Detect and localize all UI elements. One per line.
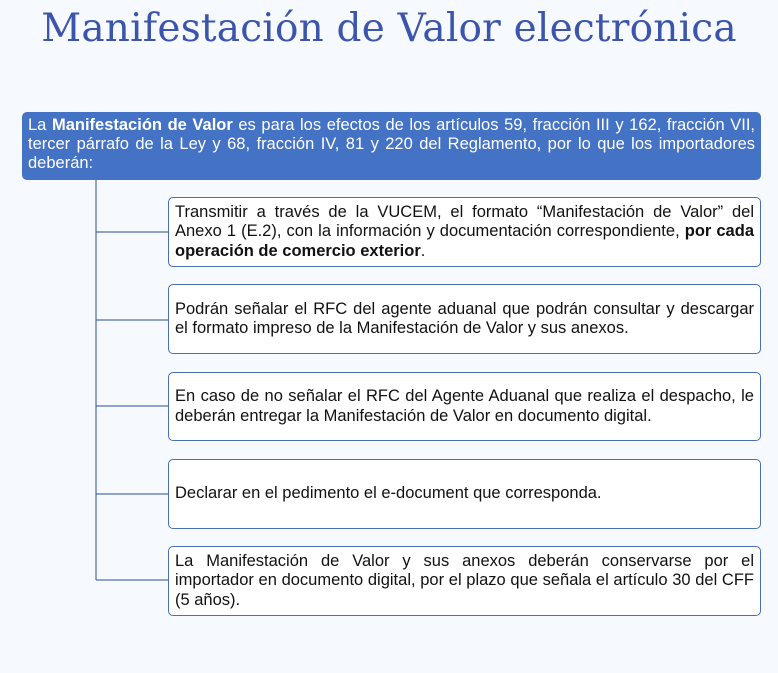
header-box <box>22 112 761 180</box>
step-4-text: Declarar en el pedimento el e-document que corresponda. <box>175 484 602 503</box>
page-title: Manifestación de Valor electrónica <box>41 6 737 51</box>
step-box-5 <box>168 546 761 616</box>
step-box-2 <box>168 284 761 354</box>
step-box-4 <box>168 459 761 529</box>
step-1-text: Transmitir a través de la VUCEM, el formato “Manifestación de Valor” del Anexo 1 (E.2), con la información y documentación correspondiente, <box>175 202 754 241</box>
step-2-text: Podrán señalar el RFC del agente aduanal que podrán consultar y descargar el formato impreso de la Manifestación de Valor y sus anexos. <box>175 299 754 337</box>
step-5-text: La Manifestación de Valor y sus anexos deberán conservarse por el importador en documento digital, por el plazo que señala el artículo 30 del CFF (5 años). <box>175 551 754 609</box>
step-1-tail: . <box>420 241 426 260</box>
step-box-3 <box>168 372 761 441</box>
header-bold-text: Manifestación de Valor <box>51 116 233 134</box>
step-1-bold-text: por cada operación de comercio exterior <box>175 222 754 260</box>
step-box-1 <box>168 197 761 267</box>
header-text-after: es para los efectos de los artículos 59, fracción III y 162, fracción VII, tercer párrafo de la Ley y 68, fracción IV, 81 y 220 del Reglamento, por lo que los importadores deberán: <box>28 116 755 172</box>
step-3-text: En caso de no señalar el RFC del Agente Aduanal que realiza el despacho, le deberán entregar la Manifestación de Valor en documento digital. <box>175 387 754 425</box>
header-text-before: La <box>28 116 52 134</box>
